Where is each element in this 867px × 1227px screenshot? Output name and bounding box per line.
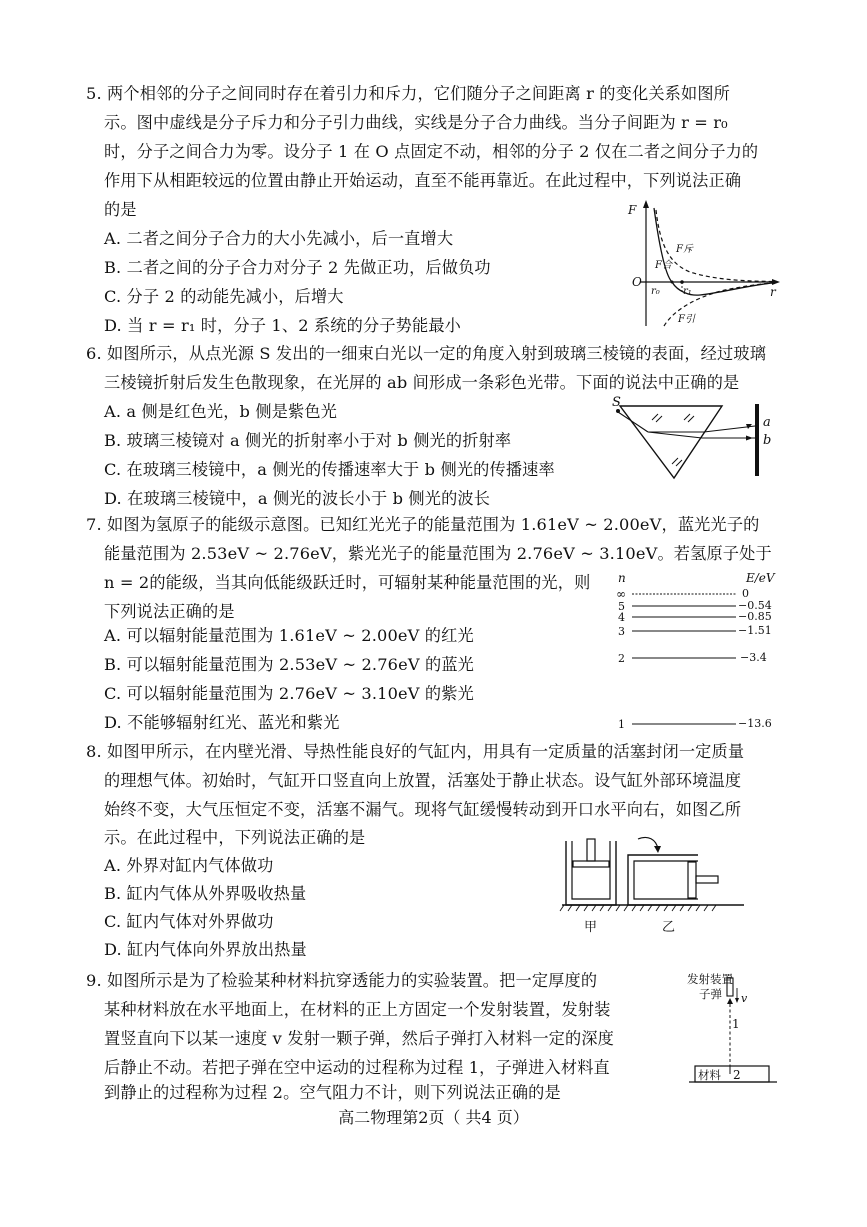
q9-stem-line: 某种材料放在水平地面上，在材料的正上方固定一个发射装置，发射装 <box>104 1000 611 1019</box>
process-label-1: 1 <box>732 1017 740 1031</box>
energy-header-n: n <box>618 571 626 585</box>
prism-dispersion-diagram <box>612 396 782 484</box>
level-n-5: 5 <box>618 600 625 613</box>
prism-label-a: a <box>763 415 771 430</box>
gas-cylinder-diagram <box>558 833 748 937</box>
level-n-2: 2 <box>618 652 625 665</box>
q5-option-b: B. 二者之间的分子合力对分子 2 先做正功，后做负功 <box>104 258 491 277</box>
level-n-inf: ∞ <box>616 587 626 601</box>
level-n-3: 3 <box>618 625 625 638</box>
cylinder-label-yi: 乙 <box>662 920 676 935</box>
level-e-3: −1.51 <box>738 624 772 637</box>
prism-label-b: b <box>763 433 772 448</box>
q5-option-a: A. 二者之间分子合力的大小先减小，后一直增大 <box>104 229 454 248</box>
q5-option-d: D. 当 r = r₁ 时，分子 1、2 系统的分子势能最小 <box>104 316 462 335</box>
bullet-penetration-diagram <box>685 970 785 1090</box>
molecular-force-graph <box>620 196 785 336</box>
level-e-4: −0.85 <box>738 610 772 623</box>
q8-stem-line: 始终不变，大气压恒定不变，活塞不漏气。现将气缸缓慢转动到开口水平向右，如图乙所 <box>104 800 742 819</box>
q8-stem-line: 示。在此过程中，下列说法正确的是 <box>104 828 366 847</box>
q8-stem-line: 8. 如图甲所示，在内壁光滑、导热性能良好的气缸内，用具有一定质量的活塞封闭一定质量 <box>86 742 745 761</box>
q8-option-a: A. 外界对缸内气体做功 <box>104 856 274 875</box>
graph-label-f: F <box>628 203 637 217</box>
q7-stem-line: 下列说法正确的是 <box>104 602 235 621</box>
material-label: 材料 <box>698 1068 721 1082</box>
q6-option-a: A. a 侧是红色光，b 侧是紫色光 <box>104 402 338 421</box>
level-e-1: −13.6 <box>738 717 772 730</box>
graph-label-f-rep: F斥 <box>676 244 693 255</box>
graph-label-r0: r₀ <box>651 286 660 297</box>
q5-stem-line: 时，分子之间合力为零。设分子 1 在 O 点固定不动，相邻的分子 2 仅在二者之间分子力的 <box>104 142 759 161</box>
level-n-4: 4 <box>618 611 625 624</box>
q6-stem-line: 6. 如图所示，从点光源 S 发出的一细束白光以一定的角度入射到玻璃三棱镜的表面，经过玻璃 <box>86 344 767 363</box>
device-label-v: v <box>741 992 748 1005</box>
q6-option-d: D. 在玻璃三棱镜中，a 侧光的波长小于 b 侧光的波长 <box>104 489 491 508</box>
q5-stem-line: 5. 两个相邻的分子之间同时存在着引力和斥力，它们随分子之间距离 r 的变化关系如图所 <box>86 84 731 103</box>
cylinder-label-jia: 甲 <box>584 920 598 935</box>
q7-option-d: D. 不能够辐射红光、蓝光和紫光 <box>104 713 340 732</box>
q7-option-a: A. 可以辐射能量范围为 1.61eV ~ 2.00eV 的红光 <box>104 626 474 645</box>
process-label-2: 2 <box>733 1068 741 1082</box>
q9-stem-line: 到静止的过程称为过程 2。空气阻力不计，则下列说法正确的是 <box>104 1083 561 1102</box>
page-footer: 高二物理第2页（ 共4 页） <box>338 1108 529 1127</box>
q8-stem-line: 的理想气体。初始时，气缸开口竖直向上放置，活塞处于静止状态。设气缸外部环境温度 <box>104 771 742 790</box>
q6-option-c: C. 在玻璃三棱镜中，a 侧光的传播速率大于 b 侧光的传播速率 <box>104 460 555 479</box>
level-e-2: −3.4 <box>740 651 767 664</box>
energy-header-e: E/eV <box>746 571 775 585</box>
q6-stem-line: 三棱镜折射后发生色散现象，在光屏的 ab 间形成一条彩色光带。下面的说法中正确的是 <box>104 373 740 392</box>
q5-stem-line: 作用下从相距较远的位置由静止开始运动，直至不能再靠近。在此过程中，下列说法正确 <box>104 171 742 190</box>
q8-option-d: D. 缸内气体向外界放出热量 <box>104 940 307 959</box>
graph-label-o: O <box>632 275 642 289</box>
q7-option-c: C. 可以辐射能量范围为 2.76eV ~ 3.10eV 的紫光 <box>104 684 474 703</box>
q7-stem-line: n = 2的能级，当其向低能级跃迁时，可辐射某种能量范围的光，则 <box>104 573 591 592</box>
device-label-bullet: 子弹 <box>699 987 722 1001</box>
q9-stem-line: 9. 如图所示是为了检验某种材料抗穿透能力的实验装置。把一定厚度的 <box>86 971 598 990</box>
graph-label-f-att: F引 <box>678 314 695 325</box>
graph-label-r1: r₁ <box>683 286 692 297</box>
device-label-launcher: 发射装置 <box>687 972 733 986</box>
level-e-5: −0.54 <box>738 599 772 612</box>
q5-option-c: C. 分子 2 的动能先减小，后增大 <box>104 287 344 306</box>
prism-label-s: S <box>612 396 621 410</box>
q5-stem-line: 示。图中虚线是分子斥力和分子引力曲线，实线是分子合力曲线。当分子间距为 r = r₀ <box>104 113 728 132</box>
energy-level-diagram <box>610 568 790 734</box>
level-e-inf: 0 <box>742 587 749 600</box>
q6-option-b: B. 玻璃三棱镜对 a 侧光的折射率小于对 b 侧光的折射率 <box>104 431 512 450</box>
q5-stem-line: 的是 <box>104 200 137 219</box>
q7-stem-line: 能量范围为 2.53eV ~ 2.76eV，紫光光子的能量范围为 2.76eV ~ 3.10eV。若氢原子处于 <box>104 544 772 563</box>
q8-option-c: C. 缸内气体对外界做功 <box>104 912 274 931</box>
q8-option-b: B. 缸内气体从外界吸收热量 <box>104 884 307 903</box>
level-n-1: 1 <box>618 718 625 731</box>
graph-label-r: r <box>770 285 776 299</box>
q7-option-b: B. 可以辐射能量范围为 2.53eV ~ 2.76eV 的蓝光 <box>104 655 475 674</box>
graph-label-f-net: F合 <box>655 260 672 271</box>
q7-stem-line: 7. 如图为氢原子的能级示意图。已知红光光子的能量范围为 1.61eV ~ 2.00eV，蓝光光子的 <box>86 515 760 534</box>
q9-stem-line: 置竖直向下以某一速度 v 发射一颗子弹，然后子弹打入材料一定的深度 <box>104 1029 615 1048</box>
q9-stem-line: 后静止不动。若把子弹在空中运动的过程称为过程 1，子弹进入材料直 <box>104 1058 610 1077</box>
